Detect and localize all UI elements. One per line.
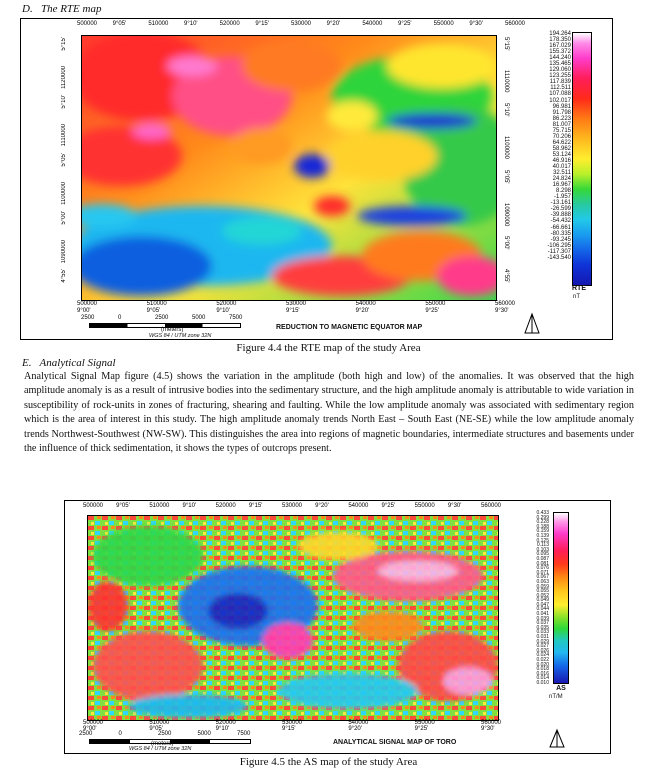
rte-bottom-deg-tick: 9°15' — [286, 308, 300, 314]
rte-top-tick: 9°25' — [398, 21, 412, 27]
section-d-label: D. — [22, 3, 33, 15]
rte-map-image — [82, 36, 496, 300]
as-legend-value: 0.081 — [536, 560, 549, 567]
as-map-figure — [64, 500, 611, 754]
as-bottom-deg-tick: 9°10' — [215, 726, 230, 732]
rte-right-tick: 5°10' — [503, 103, 509, 117]
rte-top-axis — [77, 21, 527, 33]
rte-legend-value: -143.540 — [547, 254, 571, 261]
rte-scale-bar — [81, 315, 251, 339]
as-legend-value: 0.031 — [536, 634, 549, 641]
as-bottom-deg-tick: 9°05' — [149, 726, 163, 732]
rte-top-tick: 9°20' — [326, 21, 341, 27]
as-legend-value: 0.037 — [536, 620, 549, 627]
as-bottom-tick: 510000 — [149, 720, 170, 726]
rte-bottom-deg-tick: 9°10' — [216, 308, 230, 314]
rte-legend-value: -106.295 — [547, 242, 571, 249]
as-legend-value: 0.067 — [536, 574, 549, 581]
rte-bottom-deg-tick: 9°05' — [146, 308, 161, 314]
rte-top-tick: 9°15' — [255, 21, 269, 27]
rte-top-tick: 9°30' — [469, 21, 483, 27]
figure-4-5-caption: Figure 4.5 the AS map of the study Area — [239, 756, 418, 768]
as-legend-value: 0.049 — [536, 597, 549, 604]
rte-legend-value: -1.957 — [553, 194, 571, 201]
as-scale-ticks — [79, 731, 259, 739]
as-legend-value: 0.039 — [536, 615, 549, 622]
rte-left-tick: 5°15' — [61, 37, 67, 51]
as-legend-list — [509, 511, 549, 686]
rte-legend-value: 155.372 — [549, 49, 571, 56]
as-legend-value: 0.059 — [536, 583, 549, 590]
as-scale-tick: 5000 — [197, 731, 211, 737]
rte-legend-value: 135.465 — [549, 61, 571, 68]
as-top-tick: 9°30' — [447, 503, 462, 509]
as-color-ramp — [553, 512, 569, 684]
as-top-tick: 9°05' — [116, 503, 130, 509]
as-legend-value: 0.044 — [536, 606, 549, 613]
as-legend-value: 0.041 — [536, 611, 549, 618]
rte-bottom-deg-tick: 9°25' — [425, 308, 439, 314]
as-legend-title: AS — [556, 685, 566, 692]
as-bottom-deg-tick: 9°30' — [481, 726, 495, 732]
rte-legend-value: 91.798 — [552, 109, 571, 116]
rte-legend-value: 24.824 — [552, 176, 571, 183]
rte-legend-values — [531, 31, 571, 283]
rte-legend-title: RTE — [572, 285, 586, 292]
as-legend-unit: nT/M — [549, 694, 563, 700]
rte-scale-tick: 0 — [118, 315, 122, 321]
rte-bottom-tick: 510000 — [146, 301, 167, 307]
as-top-tick: 550000 — [414, 503, 435, 509]
rte-legend-value: 129.060 — [549, 67, 571, 74]
rte-left-tick: 1090000 — [61, 240, 67, 264]
as-legend-value: 0.020 — [536, 661, 549, 668]
rte-left-tick: 1100000 — [61, 182, 67, 205]
as-legend-value: 0.299 — [536, 514, 549, 521]
rte-left-tick: 5°00' — [61, 211, 67, 225]
rte-legend-value: 167.029 — [549, 43, 571, 50]
rte-bottom-deg-tick: 9°20' — [355, 308, 370, 314]
rte-top-tick: 530000 — [291, 21, 312, 27]
rte-right-tick: 5°15' — [503, 37, 509, 51]
rte-top-tick: 500000 — [77, 21, 98, 27]
rte-right-tick: 5°00' — [503, 235, 509, 250]
as-top-axis — [83, 503, 503, 513]
as-legend-value: 0.113 — [536, 542, 549, 549]
as-legend-value: 0.010 — [536, 679, 549, 686]
as-legend-value: 0.433 — [536, 510, 549, 516]
as-legend-value: 0.095 — [536, 551, 549, 558]
rte-legend-value: -117.307 — [547, 248, 571, 255]
as-top-tick: 500000 — [83, 503, 104, 509]
as-projection: WGS 84 / UTM zone 32N — [129, 746, 192, 752]
rte-right-axis — [503, 37, 517, 299]
rte-scale-tick: 5000 — [192, 315, 206, 321]
as-bottom-tick: 560000 — [481, 720, 502, 726]
rte-left-tick: 5°05' — [61, 153, 67, 167]
as-legend-value: 0.071 — [536, 569, 549, 576]
rte-legend-value: 123.255 — [549, 73, 571, 80]
section-d-title: The RTE map — [40, 3, 102, 15]
rte-map-figure — [20, 18, 613, 340]
rte-legend-value: 144.240 — [549, 55, 571, 62]
rte-legend-value: -39.888 — [550, 212, 571, 219]
as-map-title: ANALYTICAL SIGNAL MAP OF TORO — [333, 739, 457, 746]
as-top-tick: 9°25' — [381, 503, 396, 509]
as-bottom-deg-tick: 9°15' — [282, 726, 296, 732]
as-top-tick: 9°20' — [315, 503, 329, 509]
rte-top-tick: 520000 — [219, 21, 240, 27]
as-legend-value: 0.016 — [536, 670, 549, 677]
rte-legend-unit: nT — [573, 294, 581, 300]
rte-right-tick: 4°55' — [503, 269, 509, 283]
rte-bottom-tick: 540000 — [355, 301, 376, 307]
rte-top-tick: 560000 — [505, 21, 526, 27]
rte-legend-list — [531, 31, 571, 261]
as-scale-tick: 2500 — [158, 731, 172, 737]
rte-bottom-tick: 530000 — [286, 301, 307, 307]
section-e-label: E. — [22, 357, 32, 369]
as-legend-value: 0.055 — [536, 588, 549, 595]
as-legend-value: 0.024 — [536, 652, 549, 659]
as-legend-value: 0.033 — [536, 629, 549, 636]
figure-4-4-caption: Figure 4.4 the RTE map of the study Area — [236, 342, 421, 354]
as-top-tick: 9°15' — [248, 503, 263, 509]
as-bottom-deg-tick: 9°00' — [83, 726, 97, 732]
rte-top-tick: 9°05' — [112, 21, 127, 27]
rte-legend-value: 46.916 — [552, 157, 571, 164]
rte-legend-value: 70.206 — [552, 133, 571, 140]
as-top-tick: 530000 — [282, 503, 303, 509]
as-top-tick: 560000 — [481, 503, 502, 509]
as-legend-value: 0.125 — [536, 537, 549, 544]
rte-right-tick: 1100000 — [503, 136, 509, 160]
rte-right-tick: 1110000 — [503, 70, 509, 93]
rte-left-tick: 5°10' — [61, 95, 67, 109]
rte-top-tick: 510000 — [148, 21, 169, 27]
rte-bottom-tick: 560000 — [495, 301, 516, 307]
rte-legend-value: 81.007 — [552, 121, 571, 128]
rte-scale-unit: (meters) — [161, 327, 184, 333]
rte-legend-value: 96.981 — [552, 103, 571, 110]
rte-left-tick: 1110000 — [61, 124, 67, 147]
rte-legend-value: 194.264 — [549, 31, 571, 37]
section-e-heading — [22, 357, 116, 369]
as-bottom-deg-tick: 9°20' — [348, 726, 362, 732]
as-legend-value: 0.018 — [536, 666, 549, 673]
rte-bottom-tick: 520000 — [216, 301, 237, 307]
as-legend-value: 0.063 — [536, 578, 549, 585]
rte-scale-ticks — [81, 315, 251, 323]
rte-legend-value: 178.350 — [549, 37, 571, 44]
as-top-tick: 510000 — [149, 503, 170, 509]
as-bottom-tick: 540000 — [348, 720, 369, 726]
as-bottom-tick: 530000 — [282, 720, 303, 726]
rte-legend-value: -80.335 — [550, 230, 571, 237]
rte-legend-value: 107.088 — [549, 91, 571, 98]
rte-legend-value: 40.017 — [552, 164, 571, 171]
as-bottom-tick: 550000 — [414, 720, 435, 726]
as-legend-value: 0.076 — [536, 565, 549, 572]
as-scale-tick: 2500 — [79, 731, 93, 737]
rte-legend-value: 75.715 — [552, 127, 571, 134]
as-scale-bar — [79, 731, 259, 753]
rte-map-title: REDUCTION TO MAGNETIC EQUATOR MAP — [276, 324, 423, 331]
rte-legend-value: 32.511 — [553, 170, 571, 177]
rte-legend-value: 117.839 — [549, 79, 571, 86]
as-legend-value: 0.139 — [536, 532, 549, 539]
rte-bottom-tick: 500000 — [77, 301, 98, 307]
section-e-title: Analytical Signal — [39, 357, 116, 369]
rte-legend-value: -13.161 — [550, 200, 571, 207]
as-map-raster — [87, 515, 499, 721]
rte-scale-tick: 7500 — [229, 315, 243, 321]
rte-legend-value: 64.622 — [552, 139, 571, 146]
rte-legend-value: -66.661 — [550, 224, 571, 231]
as-bottom-tick: 520000 — [215, 720, 236, 726]
as-top-tick: 520000 — [215, 503, 236, 509]
rte-legend-value: 53.124 — [552, 151, 571, 158]
rte-legend-value: -93.245 — [550, 236, 571, 243]
as-scale-tick: 0 — [118, 731, 122, 737]
rte-legend-value: 58.962 — [552, 145, 571, 152]
as-scale-tick: 7500 — [237, 731, 251, 737]
as-bottom-deg-tick: 9°25' — [414, 726, 429, 732]
rte-right-tick: 5°05' — [503, 169, 509, 184]
as-top-tick: 540000 — [348, 503, 369, 509]
analytical-signal-paragraph: Analytical Signal Map figure (4.5) shows the variation in the amplitude (both high and low) of the anomalies. It was observed that the high amplitude anomaly is as a result of intrusive bodies into the sedimentary structure, and the high amplitude anomaly is attributable to wide variation in susceptibility of rock-units in zones of fracturing, shearing and faulting. While the low amplitude anomaly was associated with sedimentary region which is the area of interest in this study. The high amplitude anomaly trends North East – South East (NE-SE) while the low amplitude anomaly trends Northwest-Southwest (NW-SW). This distinguishes the area into regions of magnetic boundaries, intermediate structures and basements under the influence of thick sedimentation, it shows the types of outcrops present. — [24, 371, 634, 455]
as-legend-value: 0.026 — [536, 647, 549, 654]
rte-top-tick: 540000 — [362, 21, 383, 27]
as-legend-value: 0.188 — [536, 523, 549, 530]
rte-left-tick: 1120000 — [61, 66, 67, 89]
as-legend-value: 0.087 — [536, 555, 549, 562]
rte-left-tick: 4°55' — [61, 269, 67, 283]
rte-color-ramp — [572, 32, 592, 286]
rte-bottom-deg-tick: 9°00' — [77, 308, 91, 314]
as-scale-unit: (meters) — [151, 741, 174, 747]
as-bottom-tick: 500000 — [83, 720, 104, 726]
as-legend-value: 0.103 — [536, 546, 549, 553]
rte-legend-value: 102.017 — [549, 97, 571, 104]
as-legend-values — [509, 511, 549, 701]
rte-right-tick: 1090000 — [503, 202, 509, 227]
north-arrow-icon — [521, 311, 543, 335]
rte-bottom-tick: 550000 — [425, 301, 446, 307]
rte-projection: WGS 84 / UTM zone 32N — [149, 333, 212, 339]
rte-legend-value: 16.967 — [552, 182, 571, 189]
rte-left-axis — [61, 37, 75, 299]
rte-bottom-deg-tick: 9°30' — [495, 308, 509, 314]
rte-legend-value: 8.298 — [555, 188, 571, 195]
rte-scale-tick: 2500 — [155, 315, 169, 321]
as-legend-value: 0.029 — [536, 638, 549, 645]
as-legend-value: 0.047 — [536, 601, 549, 608]
rte-legend-value: -26.599 — [550, 206, 571, 213]
as-legend-value: 0.228 — [536, 519, 549, 526]
as-legend-value: 0.014 — [536, 675, 549, 682]
as-legend-value: 0.035 — [536, 624, 549, 631]
as-legend-value: 0.159 — [536, 528, 549, 535]
rte-top-tick: 9°10' — [184, 21, 198, 27]
as-legend-value: 0.027 — [536, 643, 549, 650]
rte-legend-value: -54.432 — [550, 218, 571, 225]
as-legend-value: 0.022 — [536, 657, 549, 663]
rte-top-tick: 550000 — [433, 21, 454, 27]
north-arrow-icon — [547, 727, 567, 749]
as-top-tick: 9°10' — [182, 503, 197, 509]
rte-scale-tick: 2500 — [81, 315, 95, 321]
rte-legend-value: 86.223 — [552, 115, 571, 122]
rte-legend-value: 112.511 — [550, 85, 571, 92]
as-map-image — [88, 516, 498, 720]
as-legend-value: 0.052 — [536, 592, 549, 599]
rte-map-raster — [81, 35, 497, 301]
section-d-heading — [22, 3, 101, 15]
